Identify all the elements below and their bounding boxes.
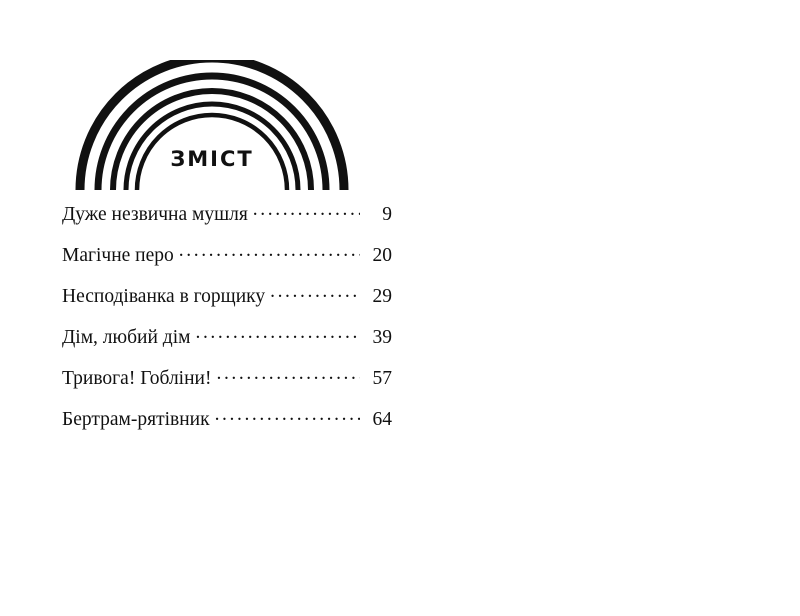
toc-entry-label: Дуже незвична мушля: [62, 203, 248, 225]
toc-entry[interactable]: [62, 241, 392, 265]
toc-entry-label: Магічне перо: [62, 244, 174, 266]
toc-entry[interactable]: [62, 282, 392, 306]
toc-entry-page: 29: [372, 285, 392, 307]
toc-entry-page: 39: [372, 326, 392, 348]
toc-entry-page: 57: [372, 367, 392, 389]
toc-leader-dots: [253, 200, 360, 220]
toc-entry-label: Несподіванка в горщику: [62, 285, 266, 307]
contents-header: [62, 60, 362, 190]
toc-leader-dots: [216, 364, 360, 384]
toc-entry[interactable]: [62, 364, 392, 388]
toc-leader-dots: [215, 405, 360, 425]
toc-entry-label: Дім, любий дім: [62, 326, 191, 348]
page-title: ЗМІСТ: [170, 147, 254, 171]
toc-leader-dots: [270, 282, 360, 302]
toc-entry[interactable]: [62, 323, 392, 347]
toc-entry[interactable]: [62, 200, 392, 224]
toc-entry-page: 9: [382, 203, 392, 225]
toc-entry-page: 20: [372, 244, 392, 266]
toc-leader-dots: [195, 323, 360, 343]
toc-entry-label: Тривога! Гобліни!: [62, 367, 212, 389]
toc-leader-dots: [179, 241, 360, 261]
toc-entry-page: 64: [372, 408, 392, 430]
table-of-contents: [62, 200, 392, 446]
toc-entry[interactable]: [62, 405, 392, 429]
toc-entry-label: Бертрам-рятівник: [62, 408, 210, 430]
